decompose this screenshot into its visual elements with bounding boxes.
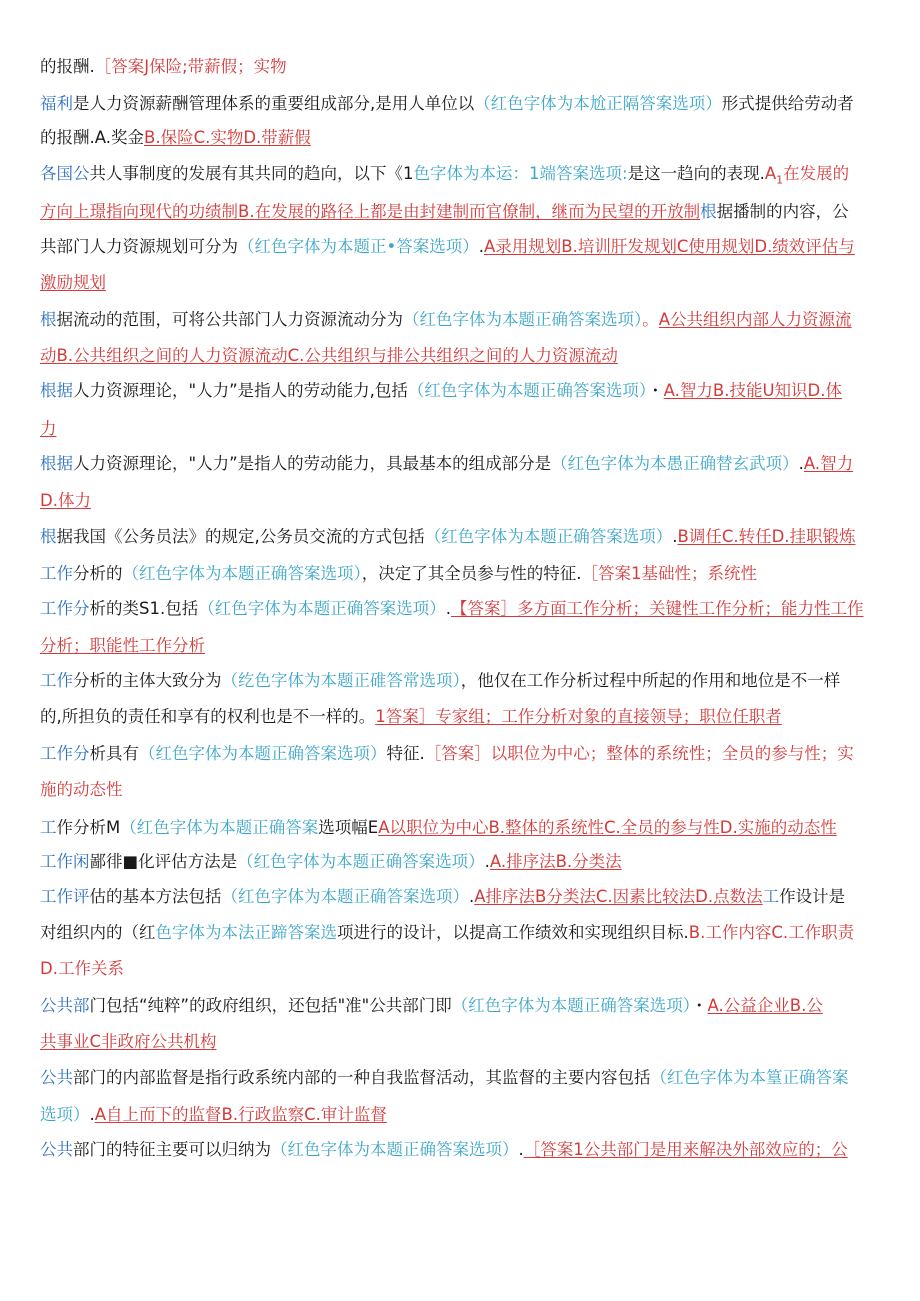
text-segment: A录用规划B.培训肝发规划C使用规划D.绩效评估与 xyxy=(483,237,855,256)
text-line xyxy=(40,700,782,734)
text-segment: A.公益企业B.公 xyxy=(707,996,823,1015)
text-segment: 公共部 xyxy=(40,996,90,1015)
text-segment: ・ xyxy=(691,996,708,1015)
text-segment: 色字体为本运：1端答案选项: xyxy=(413,164,628,183)
text-segment: . xyxy=(798,454,804,473)
text-segment: 工作分 xyxy=(40,599,90,618)
text-line xyxy=(40,989,823,1023)
text-segment: （红色字体为本题正确答案选项） xyxy=(407,381,648,400)
text-line xyxy=(40,629,205,663)
text-segment: 力 xyxy=(40,419,57,438)
text-line xyxy=(40,520,856,554)
text-line xyxy=(40,412,57,446)
text-segment: ，他仅在工作分析过程中所起的作用和地位是不一样 xyxy=(460,671,841,690)
text-segment: 根 xyxy=(40,527,57,546)
text-segment: A.排序法B.分类法 xyxy=(489,852,622,871)
text-segment: 析的类S1.包括 xyxy=(89,599,199,618)
text-segment: 方向上璟指向现代的功绩制B.在发展的路径上都是由封建制而官僚制，继而为民望的开放制 xyxy=(40,202,701,221)
text-line xyxy=(40,952,124,986)
text-segment: 分析的 xyxy=(73,564,123,583)
text-segment: 工作闲 xyxy=(40,852,90,871)
text-segment: B.保险C.实物D.带薪假 xyxy=(144,128,311,147)
text-segment: . xyxy=(89,1105,95,1124)
text-line xyxy=(40,303,852,337)
text-segment: . xyxy=(478,237,484,256)
text-segment: 是这一趋向的表现. xyxy=(627,164,765,183)
text-segment: 是人力资源薪酬管理体系的重要组成部分,是用人单位以 xyxy=(73,94,475,113)
text-segment: ・ xyxy=(647,381,664,400)
text-line xyxy=(40,87,854,121)
text-line xyxy=(40,1061,849,1095)
text-segment: 鄙徘■化评估方法是 xyxy=(89,852,238,871)
text-segment: ［答案1基础性；系统性 xyxy=(581,564,757,583)
text-segment: （红色字体为本篁正确答案 xyxy=(650,1068,849,1087)
text-segment: （红色字体为本题正确答案选项） xyxy=(198,599,446,618)
text-line xyxy=(40,121,311,155)
text-segment: 部门的内部监督是指行政系统内部的一种自我监督活动，其监督的主要内容包括 xyxy=(73,1068,651,1087)
text-segment: 工作 xyxy=(40,564,73,583)
text-line xyxy=(40,484,91,518)
text-segment: 门包括“纯粹”的政府组织，还包括"准"公共部门即 xyxy=(89,996,452,1015)
text-segment: 工作 xyxy=(40,671,73,690)
text-segment: 根据 xyxy=(40,454,73,473)
text-segment: . xyxy=(484,852,490,871)
text-segment: 选项幅E xyxy=(318,818,379,837)
text-line xyxy=(40,447,853,481)
text-line xyxy=(40,811,837,845)
text-line xyxy=(40,50,287,84)
text-segment: 共部门人力资源规划可分为 xyxy=(40,237,238,256)
text-segment: ［答案1公共部门是用来解决外部效应的；公 xyxy=(523,1140,848,1159)
text-line xyxy=(40,916,854,950)
text-segment: （红色字体为本愚正确替玄武项） xyxy=(551,454,799,473)
text-segment: （红色字体为本题正确答案选项） xyxy=(271,1140,519,1159)
text-line xyxy=(40,845,622,879)
text-segment: （纥色字体为本题正碓答常选项） xyxy=(221,671,461,690)
text-segment: （红色字体为本题正确答案选项） xyxy=(122,564,362,583)
text-line xyxy=(40,1133,848,1167)
text-line xyxy=(40,339,618,373)
text-line xyxy=(40,592,863,626)
text-segment: . xyxy=(469,887,475,906)
text-segment: . xyxy=(445,599,451,618)
text-segment: 各国公 xyxy=(40,164,90,183)
text-segment: A以职位为中心B.整体的系统性C.全员的参与性D.实施的动态性 xyxy=(378,818,837,837)
text-segment: ，决定了其全员参与性的特征. xyxy=(361,564,582,583)
text-segment: A自上而下的监督B.行政监察C.审计监督 xyxy=(94,1105,387,1124)
text-segment: 的,所担负的责任和享有的权利也是不一样的。 xyxy=(40,707,376,726)
text-segment: 析具有 xyxy=(89,744,139,763)
text-segment: 公共 xyxy=(40,1068,73,1087)
text-segment: （红色字体为本尬正隔答案选项） xyxy=(474,94,722,113)
text-segment: ［答案J保险;带薪假；实物 xyxy=(94,57,287,76)
text-segment: 的报酬. xyxy=(40,57,95,76)
text-segment: 人力资源理论，"人力”是指人的劳动能力,包括 xyxy=(73,381,408,400)
text-line xyxy=(40,266,106,300)
text-segment: 公共 xyxy=(40,1140,73,1159)
text-segment: 1答案］专家组；工作分析对象的直接领导；职位任职者 xyxy=(375,707,782,726)
text-segment: A排序法B分类法C.因素比较法D.点数法 xyxy=(474,887,763,906)
text-segment: 对组织内的（红 xyxy=(40,923,156,942)
text-segment: D.体力 xyxy=(40,491,91,510)
text-segment: 的报酬.A.奖金 xyxy=(40,128,144,147)
text-segment: 项进行的设计，以提高工作绩效和实现组织目标. xyxy=(337,923,689,942)
text-segment: （红色字体为本题正确答案选项） xyxy=(451,996,692,1015)
text-segment: 据流动的范围，可将公共部门人力资源流动分为 xyxy=(56,310,403,329)
text-segment: A.智力 xyxy=(803,454,854,473)
text-segment: 在发展的 xyxy=(783,164,850,183)
text-segment: 分析；职能性工作分析 xyxy=(40,636,205,655)
text-segment: 工作分 xyxy=(40,744,90,763)
text-segment: 动B.公共组织之间的人力资源流动C.公共组织与排公共组织之间的人力资源流动 xyxy=(40,346,618,365)
text-segment: 1 xyxy=(776,173,784,187)
text-segment: 选项） xyxy=(40,1105,90,1124)
text-line xyxy=(40,157,849,191)
text-segment: 根 xyxy=(700,202,717,221)
text-segment: . xyxy=(518,1140,524,1159)
text-line xyxy=(40,374,842,408)
text-line xyxy=(40,230,855,264)
text-segment: 估的基本方法包括 xyxy=(89,887,222,906)
text-segment: 【答案］多方面工作分析；关键性工作分析；能力性工作 xyxy=(450,599,864,618)
text-segment: 据我国《公务员法》的规定,公务员交流的方式包括 xyxy=(56,527,425,546)
text-segment: 施的动态性 xyxy=(40,780,123,799)
text-segment: 作设计是 xyxy=(779,887,846,906)
text-segment: 共事业C非政府公共机构 xyxy=(40,1032,217,1051)
text-segment: ［答案］以职位为中心；整体的系统性；全员的参与性；实 xyxy=(424,744,854,763)
text-segment: 共人事制度的发展有其共同的趋向，以下《1 xyxy=(89,164,414,183)
text-segment: 根据 xyxy=(40,381,73,400)
text-segment: A xyxy=(764,164,777,183)
text-segment: A.智力B.技能U知识D.体 xyxy=(663,381,842,400)
text-segment: 据播制的内容，公 xyxy=(716,202,849,221)
text-line xyxy=(40,880,845,914)
text-segment: 。 xyxy=(642,310,659,329)
text-line xyxy=(40,773,123,807)
text-segment: 激励规划 xyxy=(40,273,106,292)
text-line xyxy=(40,737,854,771)
text-segment: （红色字体为本题正确答案选项） xyxy=(221,887,469,906)
text-segment: B调任C.转任D.挂职锻炼 xyxy=(677,527,856,546)
text-segment: 分析的主体大致分为 xyxy=(73,671,222,690)
text-line xyxy=(40,195,849,229)
text-line xyxy=(40,664,840,698)
text-line xyxy=(40,1025,217,1059)
text-segment: 形式提供给劳动者 xyxy=(721,94,854,113)
text-segment: 工 xyxy=(40,818,57,837)
text-segment: 工 xyxy=(762,887,780,906)
text-segment: 根 xyxy=(40,310,57,329)
text-segment: （红色字体为本题正•答案选项） xyxy=(238,237,479,256)
text-segment: （红色字体为本题正确答案选项） xyxy=(237,852,485,871)
text-line xyxy=(40,557,757,591)
text-segment: B.工作内容C.工作职责 xyxy=(688,923,855,942)
text-line xyxy=(40,1098,387,1132)
text-segment: 作分析M xyxy=(56,818,121,837)
text-segment: 福利 xyxy=(40,94,73,113)
text-segment: （红色字体为本题正确答案选项） xyxy=(139,744,387,763)
text-segment: 人力资源理论，"人力”是指人的劳动能力，具最基本的组成部分是 xyxy=(73,454,552,473)
text-segment: （红色字体为本题正确答案选项） xyxy=(403,310,643,329)
text-segment: D.工作关系 xyxy=(40,959,124,978)
text-segment: 色字体为本法正蹄答案选 xyxy=(155,923,337,942)
text-segment: 工作评 xyxy=(40,887,90,906)
text-segment: 部门的特征主要可以归纳为 xyxy=(73,1140,271,1159)
text-segment: （红色字体为本题正确答案选项） xyxy=(424,527,673,546)
text-segment: （红色字体为本题正确答案 xyxy=(120,818,319,837)
text-segment: . xyxy=(672,527,678,546)
text-segment: 特征. xyxy=(386,744,425,763)
text-segment: A公共组织内部人力资源流 xyxy=(658,310,852,329)
